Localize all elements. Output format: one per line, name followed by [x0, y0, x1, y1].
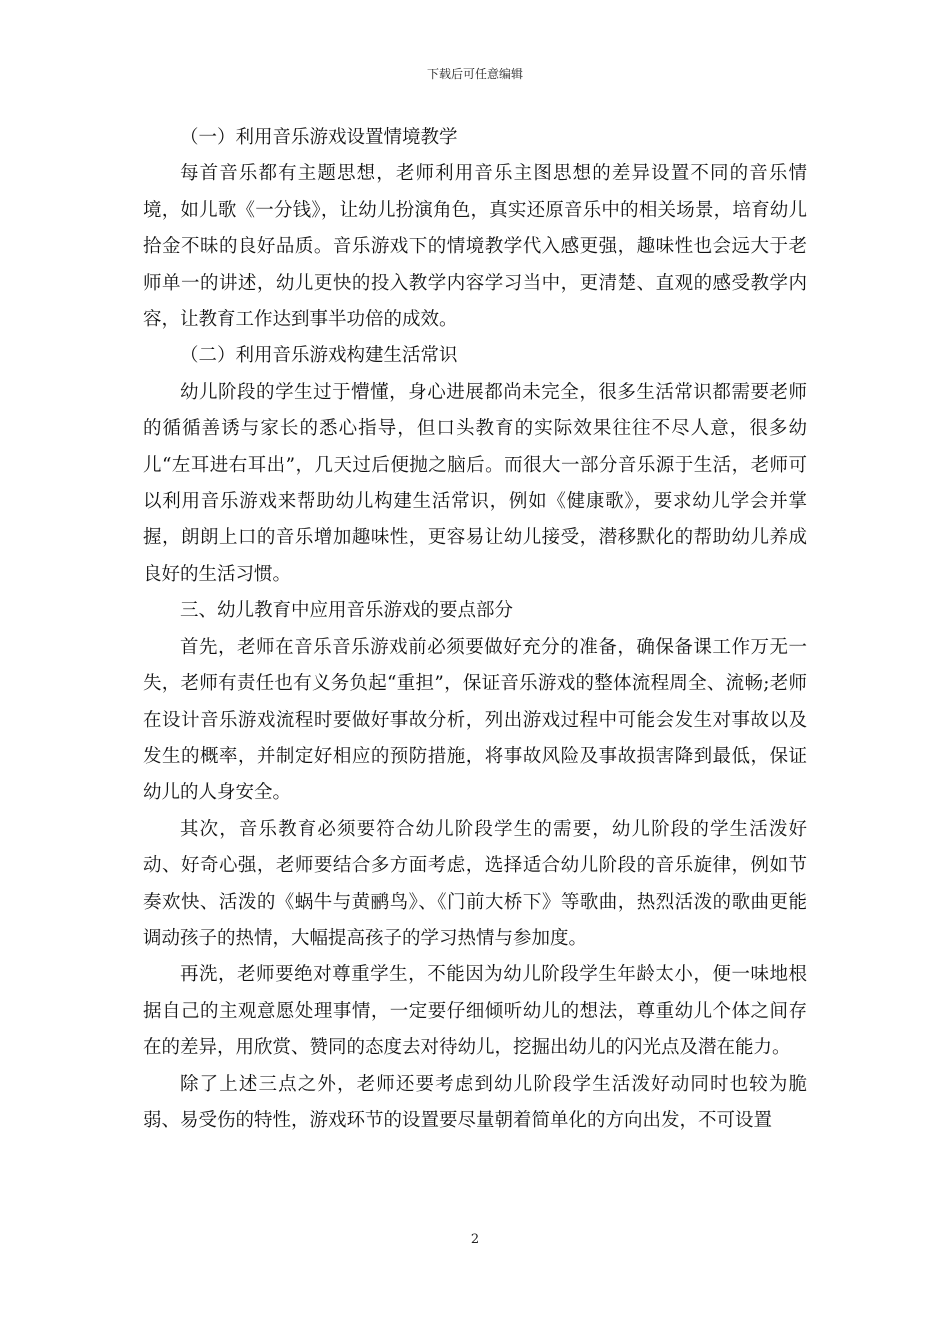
- body-paragraph: 再洗，老师要绝对尊重学生，不能因为幼儿阶段学生年龄太小，便一味地根据自己的主观意愿处理事情，一定要仔细倾听幼儿的想法，尊重幼儿个体之间存在的差异，用欣赏、赞同的态度去对待幼儿，挖掘出幼儿的闪光点及潜在能力。: [143, 964, 807, 1059]
- document-body: [143, 120, 807, 1139]
- body-paragraph: 其次，音乐教育必须要符合幼儿阶段学生的需要，幼儿阶段的学生活泼好动、好奇心强，老师要结合多方面考虑，选择适合幼儿阶段的音乐旋律，例如节奏欢快、活泼的《蜗牛与黄鹂鸟》、《门前大桥下》等歌曲，热烈活泼的歌曲更能调动孩子的热情，大幅提高孩子的学习热情与参加度。: [143, 818, 807, 949]
- section-heading-1: （一）利用音乐游戏设置情境教学: [180, 127, 458, 148]
- section-heading-3: 三、幼儿教育中应用音乐游戏的要点部分: [180, 600, 514, 622]
- page-header: 下载后可任意编辑: [426, 67, 523, 81]
- section-heading-2: （二）利用音乐游戏构建生活常识: [180, 345, 458, 367]
- body-paragraph: 除了上述三点之外，老师还要考虑到幼儿阶段学生活泼好动同时也较为脆弱、易受伤的特性，游戏环节的设置要尽量朝着简单化的方向出发，不可设置: [143, 1073, 807, 1131]
- page-number: 2: [470, 1232, 480, 1247]
- body-paragraph: 每首音乐都有主题思想，老师利用音乐主图思想的差异设置不同的音乐情境，如儿歌《一分钱》，让幼儿扮演角色，真实还原音乐中的相关场景，培育幼儿拾金不昧的良好品质。音乐游戏下的情境教学代入感更强，趣味性也会远大于老师单一的讲述，幼儿更快的投入教学内容学习当中，更清楚、直观的感受教学内容，让教育工作达到事半功倍的成效。: [143, 163, 807, 331]
- body-paragraph: 幼儿阶段的学生过于懵懂，身心进展都尚未完全，很多生活常识都需要老师的循循善诱与家长的悉心指导，但口头教育的实际效果往往不尽人意，很多幼儿“左耳进右耳出”，几天过后便抛之脑后。而很大一部分音乐源于生活，老师可以利用音乐游戏来帮助幼儿构建生活常识，例如《健康歌》，要求幼儿学会并掌握，朗朗上口的音乐增加趣味性，更容易让幼儿接受，潜移默化的帮助幼儿养成良好的生活习惯。: [143, 381, 807, 585]
- body-paragraph: 首先，老师在音乐音乐游戏前必须要做好充分的准备，确保备课工作万无一失，老师有责任也有义务负起“重担”，保证音乐游戏的整体流程周全、流畅;老师在设计音乐游戏流程时要做好事故分析，列出游戏过程中可能会发生对事故以及发生的概率，并制定好相应的预防措施，将事故风险及事故损害降到最低，保证幼儿的人身安全。: [143, 636, 807, 804]
